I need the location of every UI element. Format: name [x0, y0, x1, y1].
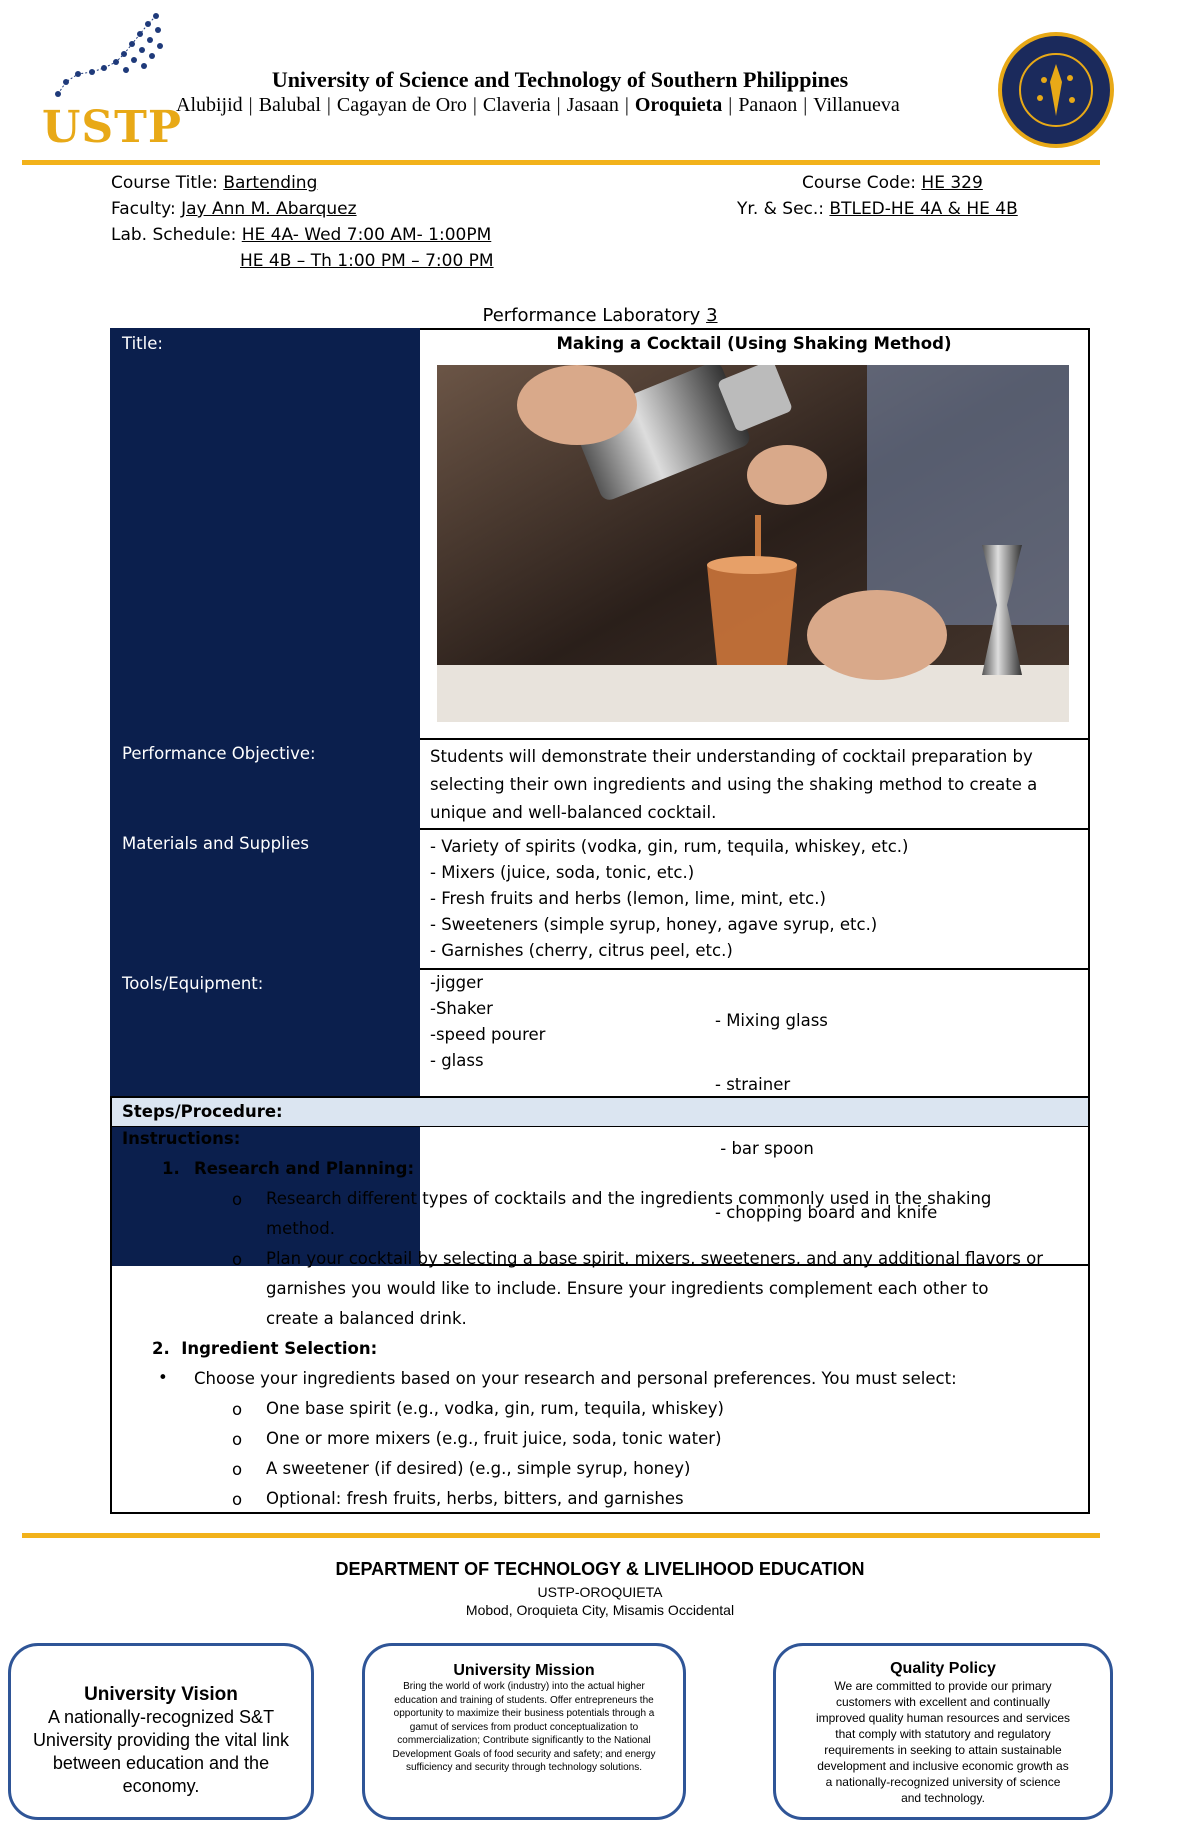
sub-bullet-icon: o — [232, 1460, 243, 1479]
list-item: Optional: fresh fruits, herbs, bitters, and garnishes — [266, 1489, 684, 1508]
separator: | — [728, 94, 733, 116]
list-item: - Garnishes (cherry, citrus peel, etc.) — [430, 941, 733, 960]
list-item: - chopping board and knife — [715, 1203, 938, 1222]
campus-item: Jasaan — [566, 94, 619, 116]
policy-text: We are committed to provide our primary customers with excellent and continually improved quality human resources and services that comply with statutory and regulatory requirements in seeking to attain sustainable development and inclusive economic growth as a nationally-recognized university of science and technology. — [815, 1679, 1071, 1805]
separator: | — [326, 94, 331, 116]
list-item: - strainer — [715, 1075, 791, 1094]
course-title: Bartending — [223, 173, 318, 193]
sub-bullet-icon: o — [232, 1250, 243, 1269]
objective-text: Students will demonstrate their understanding of cocktail preparation by selecting their own ingredients and using the shaking method to create a unique and well-balanced cocktail. — [419, 739, 1089, 829]
logo-network-icon — [38, 10, 168, 110]
course-code-row: Course Code: HE 329 — [802, 173, 983, 193]
sub-bullet-icon: o — [232, 1490, 243, 1509]
mission-text: Bring the world of work (industry) into the actual higher education and training of students. Offer entrepreneurs the opportunity to maximize their business potentials through a gamut of services from product conceptualization to commercialization; Contribute significantly to the National Development Goals of food security and safety; and energy sufficiency and security through technology solutions. — [392, 1681, 656, 1773]
list-item: One or more mixers (e.g., fruit juice, soda, tonic water) — [266, 1429, 722, 1448]
schedule-1: HE 4A- Wed 7:00 AM- 1:00PM — [241, 225, 492, 245]
list-item: - Variety of spirits (vodka, gin, rum, tequila, whiskey, etc.) — [430, 837, 909, 856]
department-seal — [996, 30, 1116, 150]
list-item: -Shaker — [430, 999, 493, 1018]
schedule-row: Lab. Schedule: HE 4A- Wed 7:00 AM- 1:00PM — [111, 225, 492, 245]
sub-bullet-icon: o — [232, 1400, 243, 1419]
campus-item: Balubal — [258, 94, 321, 116]
list-item: A sweetener (if desired) (e.g., simple syrup, honey) — [266, 1459, 691, 1478]
campus-item: Cagayan de Oro — [336, 94, 467, 116]
separator: | — [472, 94, 477, 116]
separator: | — [556, 94, 561, 116]
lab-title: Making a Cocktail (Using Shaking Method) — [556, 334, 952, 353]
bartender-shaking-image — [437, 365, 1069, 722]
step-1-title: Research and Planning: — [194, 1159, 415, 1178]
campus-item: Oroquieta — [634, 94, 723, 116]
vision-title: University Vision — [84, 1684, 238, 1705]
list-item: One base spirit (e.g., vodka, gin, rum, tequila, whiskey) — [266, 1399, 724, 1418]
seal-icon — [996, 30, 1116, 150]
campus-item: Claveria — [482, 94, 551, 116]
schedule-2-row — [240, 251, 494, 271]
address: Mobod, Oroquieta City, Misamis Occidental — [465, 1602, 735, 1618]
objective-label: Performance Objective: — [111, 739, 419, 829]
mission-title: University Mission — [453, 1662, 595, 1679]
year-section: BTLED-HE 4A & HE 4B — [829, 199, 1018, 219]
instructions-label: Instructions: — [122, 1129, 241, 1148]
steps-header: Steps/Procedure: — [112, 1098, 1088, 1127]
ustp-logo — [38, 10, 182, 153]
title-label: Title: — [111, 329, 419, 739]
quality-policy-box — [773, 1643, 1113, 1820]
campus-item: Villanueva — [813, 94, 900, 116]
step-1-number: 1. — [162, 1159, 180, 1178]
cocktail-photo — [437, 365, 1069, 722]
campus-item: Alubijid — [176, 94, 243, 116]
logo-text: USTP — [42, 102, 182, 153]
university-name: University of Science and Technology of Southern Philippines — [271, 67, 849, 92]
policy-title: Quality Policy — [890, 1660, 996, 1677]
list-item: - glass — [430, 1051, 484, 1070]
separator: | — [248, 94, 253, 116]
faculty-row: Faculty: Jay Ann M. Abarquez — [111, 199, 357, 219]
mission-box — [362, 1643, 686, 1820]
lab-number: 3 — [706, 305, 718, 326]
campus-list — [176, 94, 900, 117]
year-section-row: Yr. & Sec.: BTLED-HE 4A & HE 4B — [737, 199, 1018, 219]
materials-label: Materials and Supplies — [111, 829, 419, 969]
course-code: HE 329 — [921, 173, 983, 193]
list-item: - Fresh fruits and herbs (lemon, lime, mint, etc.) — [430, 889, 826, 908]
bullet-icon: • — [158, 1368, 168, 1387]
sub-bullet-icon: o — [232, 1430, 243, 1449]
separator: | — [803, 94, 808, 116]
tools-label: Tools/Equipment: — [111, 969, 419, 1265]
list-item: - Mixers (juice, soda, tonic, etc.) — [430, 863, 695, 882]
list-item: - bar spoon — [715, 1139, 814, 1158]
faculty-name: Jay Ann M. Abarquez — [181, 199, 357, 219]
list-item: - Mixing glass — [715, 1011, 828, 1030]
footer-divider — [22, 1533, 1100, 1538]
header-divider — [22, 160, 1100, 165]
list-item: -jigger — [430, 973, 484, 992]
separator: | — [624, 94, 629, 116]
list-item: -speed pourer — [430, 1025, 546, 1044]
campus-item: Panaon — [738, 94, 798, 116]
campus-name: USTP-OROQUIETA — [537, 1584, 663, 1600]
step-2-title: 2. Ingredient Selection: — [152, 1339, 378, 1358]
course-title-row: Course Title: Bartending — [111, 173, 318, 193]
vision-text: A nationally-recognized S&T University providing the vital link between education and the economy. — [32, 1707, 290, 1796]
steps-table: Steps/Procedure: Instructions: 1. Research and Planning: o Research different types of cocktails and the ingredients commonly used in the shaking method. o Plan your cocktail by selecting a base spirit, mixers, sweeteners, and any additional flavors or garnishes you would like to include. Ensure your ingredients complement each other to create a balanced drink. 2. Ingredient Selection: • Choose your ingredients based on your research and personal preferences. You must select: o One base spirit (e.g., vodka, gin, rum, tequila, whiskey) o One or more mixers (e.g., fruit juice, soda, tonic water) o A sweetener (if desired) (e.g., simple syrup, honey) o Optional: fresh fruits, herbs, bitters, and garnishes — [110, 1096, 1090, 1514]
vision-box — [8, 1643, 314, 1820]
department-name: DEPARTMENT OF TECHNOLOGY & LIVELIHOOD EDUCATION — [335, 1559, 865, 1579]
sub-bullet-icon: o — [232, 1190, 243, 1209]
materials-list — [419, 829, 1089, 969]
list-item: - Sweeteners (simple syrup, honey, agave syrup, etc.) — [430, 915, 878, 934]
schedule-2: HE 4B – Th 1:00 PM – 7:00 PM — [240, 251, 494, 271]
lab-heading: Performance Laboratory 3 — [482, 305, 718, 326]
